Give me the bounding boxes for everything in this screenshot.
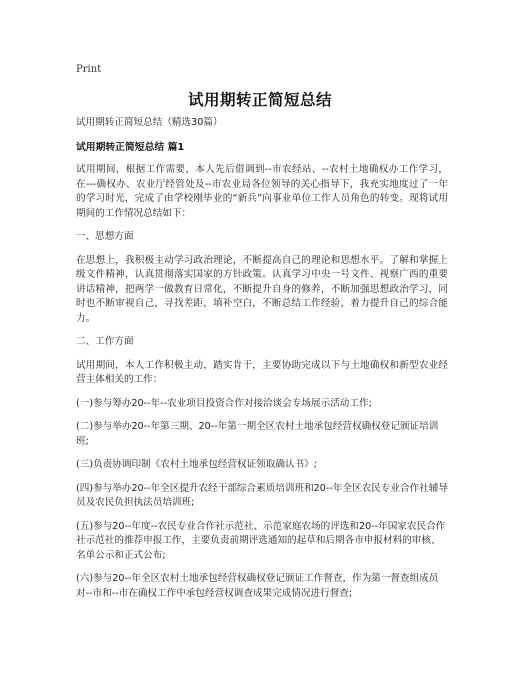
section-heading-thought: 一、思想方面 — [76, 231, 134, 242]
article-heading: 试用期转正简短总结 篇1 — [76, 141, 185, 153]
work-item: (六)参与20--年全区农村土地承包经营权确权登记颁证工作督查，作为第一督查组成员对--市和--市在确权工作中承包经营权调查成果完成情况进行督查; — [76, 573, 439, 599]
work-item: (二)参与举办20--年第三期、20--年第一期全区农村土地承包经营权确权登记颁证培训班; — [76, 421, 439, 447]
document-title: 试用期转正简短总结 — [187, 91, 332, 109]
print-label: Print — [76, 64, 102, 75]
work-item: (一)参与筹办20--年--农业项目投资合作对接洽谈会专场展示活动工作; — [76, 397, 372, 409]
work-item: (三)负责协调印制《农村土地承包经营权证领取确认书》; — [76, 459, 317, 470]
section-heading-work: 二、工作方面 — [76, 336, 134, 347]
document-subtitle: 试用期转正简短总结（精选30篇） — [76, 117, 223, 128]
document-body — [76, 116, 448, 610]
work-item: (四)参与举办20--年全区提升农经干部综合素质培训班和20--年全区农民专业合作社辅导员及农民负担执法员培训班; — [76, 482, 448, 508]
section-paragraph-work: 试用期间，本人工作积极主动，踏实肯干，主要协助完成以下与土地确权和新型农业经营主体相关的工作： — [76, 359, 448, 385]
section-paragraph-thought: 在思想上，我积极主动学习政治理论，不断提高自己的理论和思想水平。了解和掌握上级文件精神，认真贯彻落实国家的方针政策。认真学习中央一号文件、视察广西的重要讲话精神，把两学一做教育日常化，不断提升自身的修养，不断加强思想政治学习，同时也不断审视自己，寻找差距，填补空白，不断总结工作经验，着力提升自己的综合能力。 — [76, 254, 448, 324]
intro-paragraph: 试用期间，根据工作需要，本人先后借调到--市农经站、--农村土地确权办工作学习，在---确权办、农业厅经管处及--市农业局各位领导的关心指导下，我充实地度过了一年的学习时光，完成了由学校刚毕业的“新兵”向事业单位工作人员角色的转变。现将试用期间的工作情况总结如下： — [76, 164, 448, 219]
work-item: (五)参与20--年度--农民专业合作社示范社、示范家庭农场的评选和20--年国家农民合作社示范社的推荐申报工作，主要负责前期评选通知的起草和后期各市申报材料的审核、名单公示和正式公布; — [76, 520, 446, 561]
